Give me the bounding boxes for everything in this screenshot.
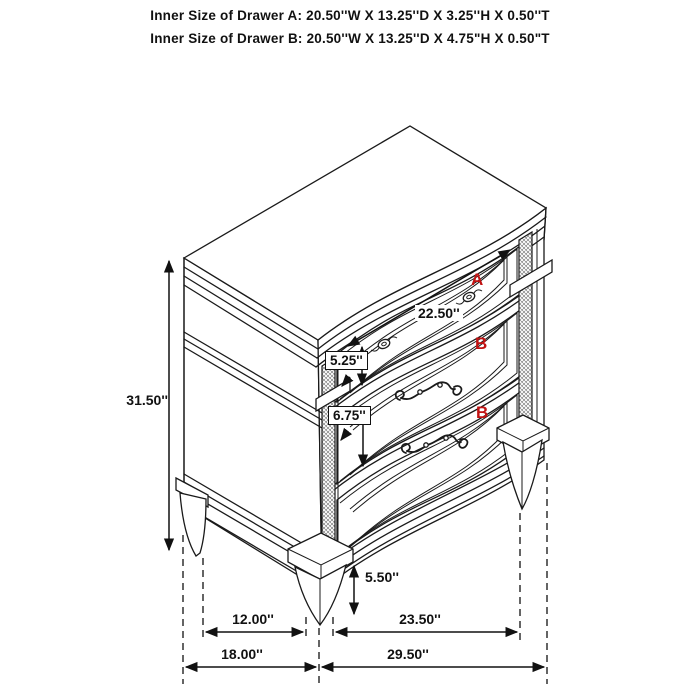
dim-drawer-b-height: 6.75'' [328,406,371,425]
header-drawer-b-size: Inner Size of Drawer B: 20.50''W X 13.25''D X 4.75"H X 0.50"T [150,31,550,46]
drawer-a-marker: A [471,270,484,289]
dim-overall-height: 31.50'' [126,392,168,408]
dim-drawer-a-height: 5.25'' [325,351,368,370]
dim-side-leg-spacing: 12.00'' [232,611,274,627]
dim-leg-height: 5.50'' [362,569,402,585]
drawer-b2-marker: B [476,403,489,422]
dim-overall-width: 29.50'' [387,646,429,662]
dim-drawer-width: 22.50'' [415,305,463,321]
drawer-b1-marker: B [475,334,488,353]
dim-overall-depth: 18.00'' [221,646,263,662]
header-drawer-a-size: Inner Size of Drawer A: 20.50''W X 13.25''D X 3.25''H X 0.50''T [150,8,550,23]
dim-front-leg-spacing: 23.50'' [399,611,441,627]
front-left-leg [288,533,353,625]
